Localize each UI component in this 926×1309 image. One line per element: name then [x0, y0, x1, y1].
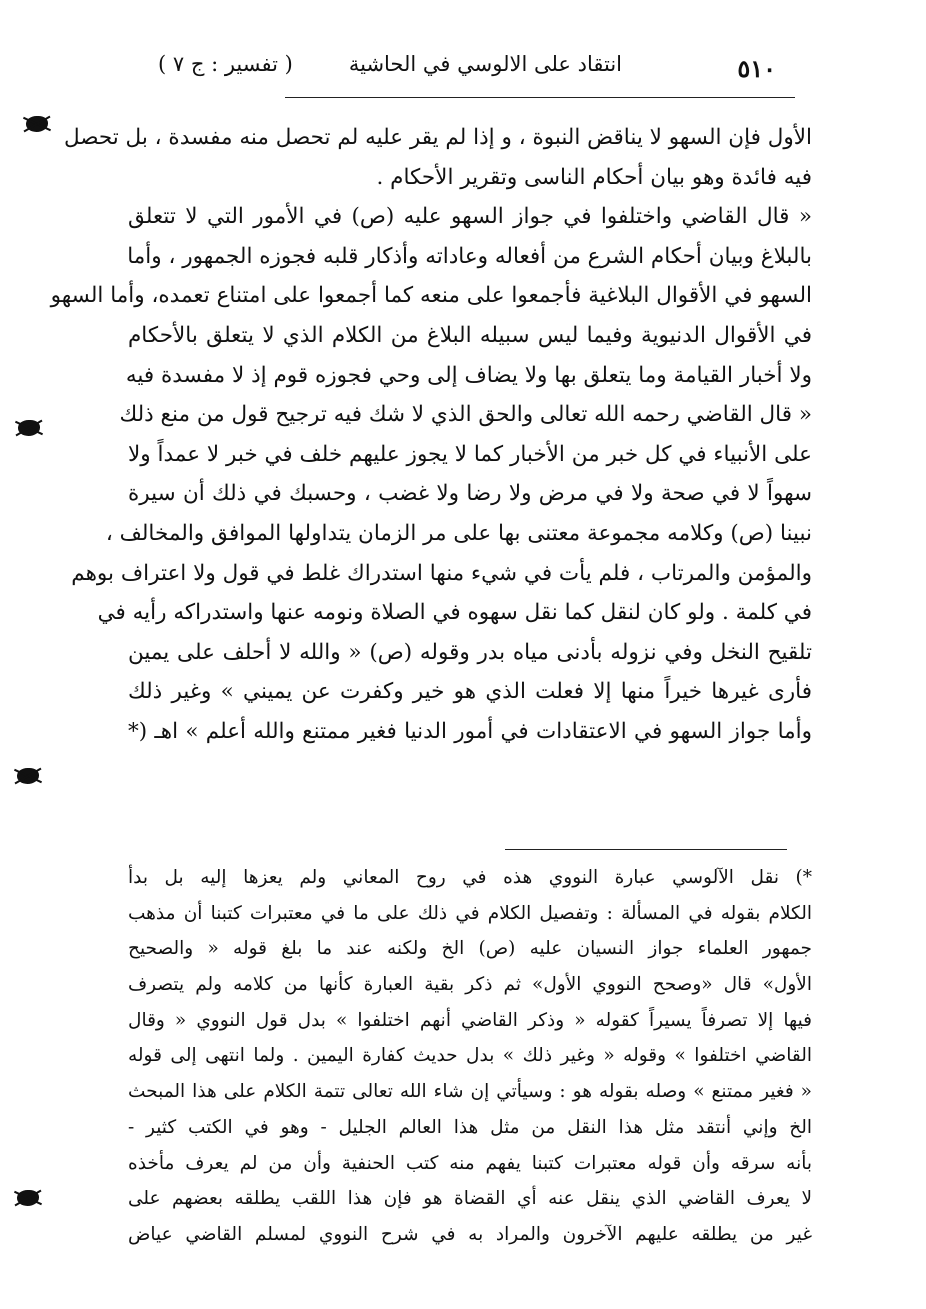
footnote-line: *) نقل الآلوسي عبارة النووي هذه في روح المعاني ولم يعزها إليه بل بدأ	[128, 867, 812, 888]
volume-reference: ( تفسير : ج ٧ )	[158, 52, 293, 76]
text-line: على الأنبياء في كل خبر من الأخبار كما لا يجوز عليهم خلف في خبر لا عمداً ولا	[128, 441, 812, 467]
footnote-line: بأنه سرقه وأن قوله معتبرات كتبنا يفهم منه كتب الحنفية وأن من لم يعرف مأخذه	[128, 1152, 812, 1174]
scan-artifact-icon	[17, 1190, 39, 1206]
footnote-line: لا يعرف القاضي الذي ينقل عنه أي القضاة هو فإن هذا اللقب يطلقه بعضهم على	[128, 1188, 812, 1210]
scan-artifact-icon	[17, 768, 39, 784]
scan-artifact-icon	[26, 116, 48, 132]
footnote-line: غير من يطلقه عليهم الآخرون والمراد به في شرح النووي لمسلم القاضي عياض	[128, 1223, 812, 1245]
footnote-line: الأول» قال «وصحح النووي الأول» ثم ذكر بقية العبارة كأنها من كلامه ولم يتصرف	[128, 974, 812, 996]
text-line: بالبلاغ وبيان أحكام الشرع من أفعاله وعاداته وأذكار قلبه فجوزه الجمهور ، وأما	[127, 243, 812, 269]
text-line: فأرى غيرها خيراً منها إلا فعلت الذي هو خير وكفرت عن يميني » وغير ذلك	[128, 679, 812, 705]
text-line: « قال القاضي واختلفوا في جواز السهو عليه (ص) في الأمور التي لا تتعلق	[128, 204, 812, 230]
footnote-line: الكلام بقوله في المسألة : وتفصيل الكلام في ذلك على ما في معتبرات كتبنا أن مذهب	[128, 902, 812, 924]
text-line: فيه فائدة وهو بيان أحكام الناسى وتقرير الأحكام .	[376, 164, 812, 190]
text-line: تلقيح النخل وفي نزوله بأدنى مياه بدر وقوله (ص) « والله لا أحلف على يمين	[128, 639, 812, 665]
footnote-line: القاضي اختلفوا » وقوله « وغير ذلك » بدل حديث كفارة اليمين . ولما انتهى إلى قوله	[128, 1045, 812, 1067]
running-title: انتقاد على الالوسي في الحاشية	[348, 52, 622, 76]
footnote-line: فيها إلا تصرفاً يسيراً كقوله « وذكر القاضي أنهم اختلفوا » بدل قول النووي « وقال	[128, 1009, 812, 1031]
text-line: والمؤمن والمرتاب ، فلم يأت في شيء منها استدراك غلط في قول ولا اعتراف بوهم	[71, 560, 812, 586]
text-line: ولا أخبار القيامة وما يتعلق بها ولا يضاف إلى وحي فجوزه قوم إذ لا مفسدة فيه	[125, 362, 812, 388]
page-number: ٥١٠	[737, 54, 776, 83]
footnote-line: الخ وإني أنتقد مثل هذا النقل من مثل هذا العالم الجليل - وهو في الكتب كثير -	[128, 1116, 812, 1138]
text-line: « قال القاضي رحمه الله تعالى والحق الذي لا شك فيه ترجيح قول من منع ذلك	[119, 402, 812, 428]
footnote	[128, 860, 812, 1253]
text-line: سهواً لا في صحة ولا في مرض ولا رضا ولا غضب ، وحسبك في ذلك أن سيرة	[128, 481, 812, 507]
text-line: نبينا (ص) وكلامه مجموعة معتنى بها على مر الزمان يتداولها الموافق والمخالف ،	[105, 520, 812, 546]
text-line: في كلمة . ولو كان لنقل كما نقل سهوه في الصلاة ونومه عنها واستدراكه رأيه في	[97, 600, 812, 626]
header-rule	[285, 97, 795, 98]
scan-artifact-icon	[18, 420, 40, 436]
text-line: الأول فإن السهو لا يناقض النبوة ، و إذا لم يقر عليه لم تحصل منه مفسدة ، بل تحصل	[63, 125, 812, 150]
main-text	[50, 118, 812, 752]
footnote-rule	[505, 849, 787, 850]
footnote-line: « فغير ممتنع » وصله بقوله هو : وسيأتي إن شاء الله تعالى تتمة الكلام على هذا المبحث	[128, 1081, 812, 1103]
text-line: في الأقوال الدنيوية وفيما ليس سبيله البلاغ من الكلام الذي لا يتعلق بالأحكام	[128, 322, 812, 348]
text-line: وأما جواز السهو في الاعتقادات في أمور الدنيا فغير ممتنع والله أعلم » اهـ (*	[128, 718, 812, 744]
footnote-line: جمهور العلماء جواز النسيان عليه (ص) الخ ولكنه عند ما بلغ قوله « والصحيح	[128, 938, 812, 960]
text-line: السهو في الأقوال البلاغية فأجمعوا على منعه كما أجمعوا على امتناع تعمده، وأما السهو	[50, 283, 812, 309]
